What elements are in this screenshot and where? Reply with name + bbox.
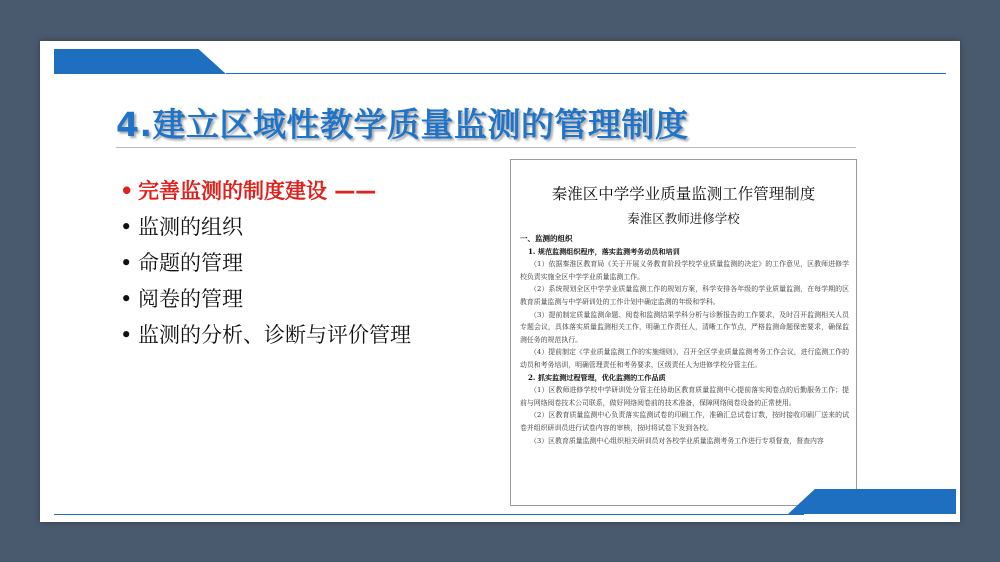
document-paragraph: （2）区教育质量监测中心负责落实监测试卷的印刷工作，准确汇总试卷订数，按时接收印刷厂送来的试卷并组织研训员进行试卷内容的审核，按时将试卷下发到各校。 (520, 411, 849, 432)
slide-title: 4.建立区域性教学质量监测的管理制度 (116, 105, 689, 144)
bullet-text: 命题的管理 (138, 251, 243, 275)
document-heading: 一、监测的组织 (520, 234, 573, 243)
document-paragraph: （3）提前制定质量监测命题、阅卷和监测结果学科分析与诊断报告的工作要求，及时召开监测相关人员专题会议，具体落实质量监测相关工作，明确工作责任人，清晰工作节点，严格监测命题保密要求，确保监测任务的规范执行。 (520, 310, 849, 344)
bullet-list (120, 173, 411, 353)
document-paragraph: （3）区教育质量监测中心组织相关研训员对各校学业质量监测考务工作进行专项督查，督查内容 (530, 436, 824, 445)
bullet-text: 监测的分析、诊断与评价管理 (138, 323, 411, 347)
bullet-text: 阅卷的管理 (138, 287, 243, 311)
document-title: 秦淮区中学学业质量监测工作管理制度 (551, 185, 816, 203)
footer-accent-tab (788, 489, 956, 514)
document-paragraph: （4）提前制定《学业质量监测工作的实施细则》，召开全区学业质量监测考务工作会议，进行监测工作的动员和考务培训，明确管理责任和考务要求，区级责任人为进修学校分管主任。 (520, 348, 849, 369)
document-body (511, 233, 856, 447)
bullet-item (120, 245, 411, 281)
bullet-dot: • (120, 323, 133, 347)
bullet-dot: • (120, 287, 133, 311)
document-image (510, 159, 857, 506)
document-heading: 2. 抓实监测过程管理，优化监测的工作品质 (528, 372, 666, 382)
document-paragraph: （1）区教师进修学校中学研训处分管主任协助区教育质量监测中心提前落实阅卷点的后勤服务工作；提前与网络阅卷技术公司联系，做好网络阅卷前的技术准备，保障网络阅卷设备的正常使用。 (520, 386, 849, 407)
title-divider (116, 147, 856, 148)
header-accent-tab (54, 49, 226, 74)
slide (40, 41, 960, 522)
document-paragraph: （2）系统规划全区中学学业质量监测工作的规划方案，科学安排各年级的学业质量监测，在每学期的区教育质量监测与中学研训处的工作计划中确定监测的年级和学科。 (520, 285, 849, 306)
bullet-text: 监测的组织 (138, 215, 243, 239)
footer-accent-line (54, 514, 804, 515)
bullet-dot: • (120, 215, 133, 239)
bullet-dot: • (120, 251, 133, 275)
bullet-dot: • (120, 179, 134, 203)
header-accent-line (226, 73, 946, 74)
bullet-item (120, 317, 411, 353)
bullet-item (120, 209, 411, 245)
bullet-item (120, 281, 411, 317)
bullet-text: 完善监测的制度建设 —— (138, 179, 377, 203)
document-heading: 1. 规范监测组织程序，落实监测考务动员和培训 (528, 246, 680, 256)
document-subtitle: 秦淮区教师进修学校 (627, 211, 740, 226)
bullet-item (120, 173, 411, 209)
document-paragraph: （1）依据秦淮区教育局《关于开展义务教育阶段学校学业质量监测的决定》的工作意见，区教师进修学校负责实施全区中学学业质量监测工作。 (520, 260, 849, 281)
